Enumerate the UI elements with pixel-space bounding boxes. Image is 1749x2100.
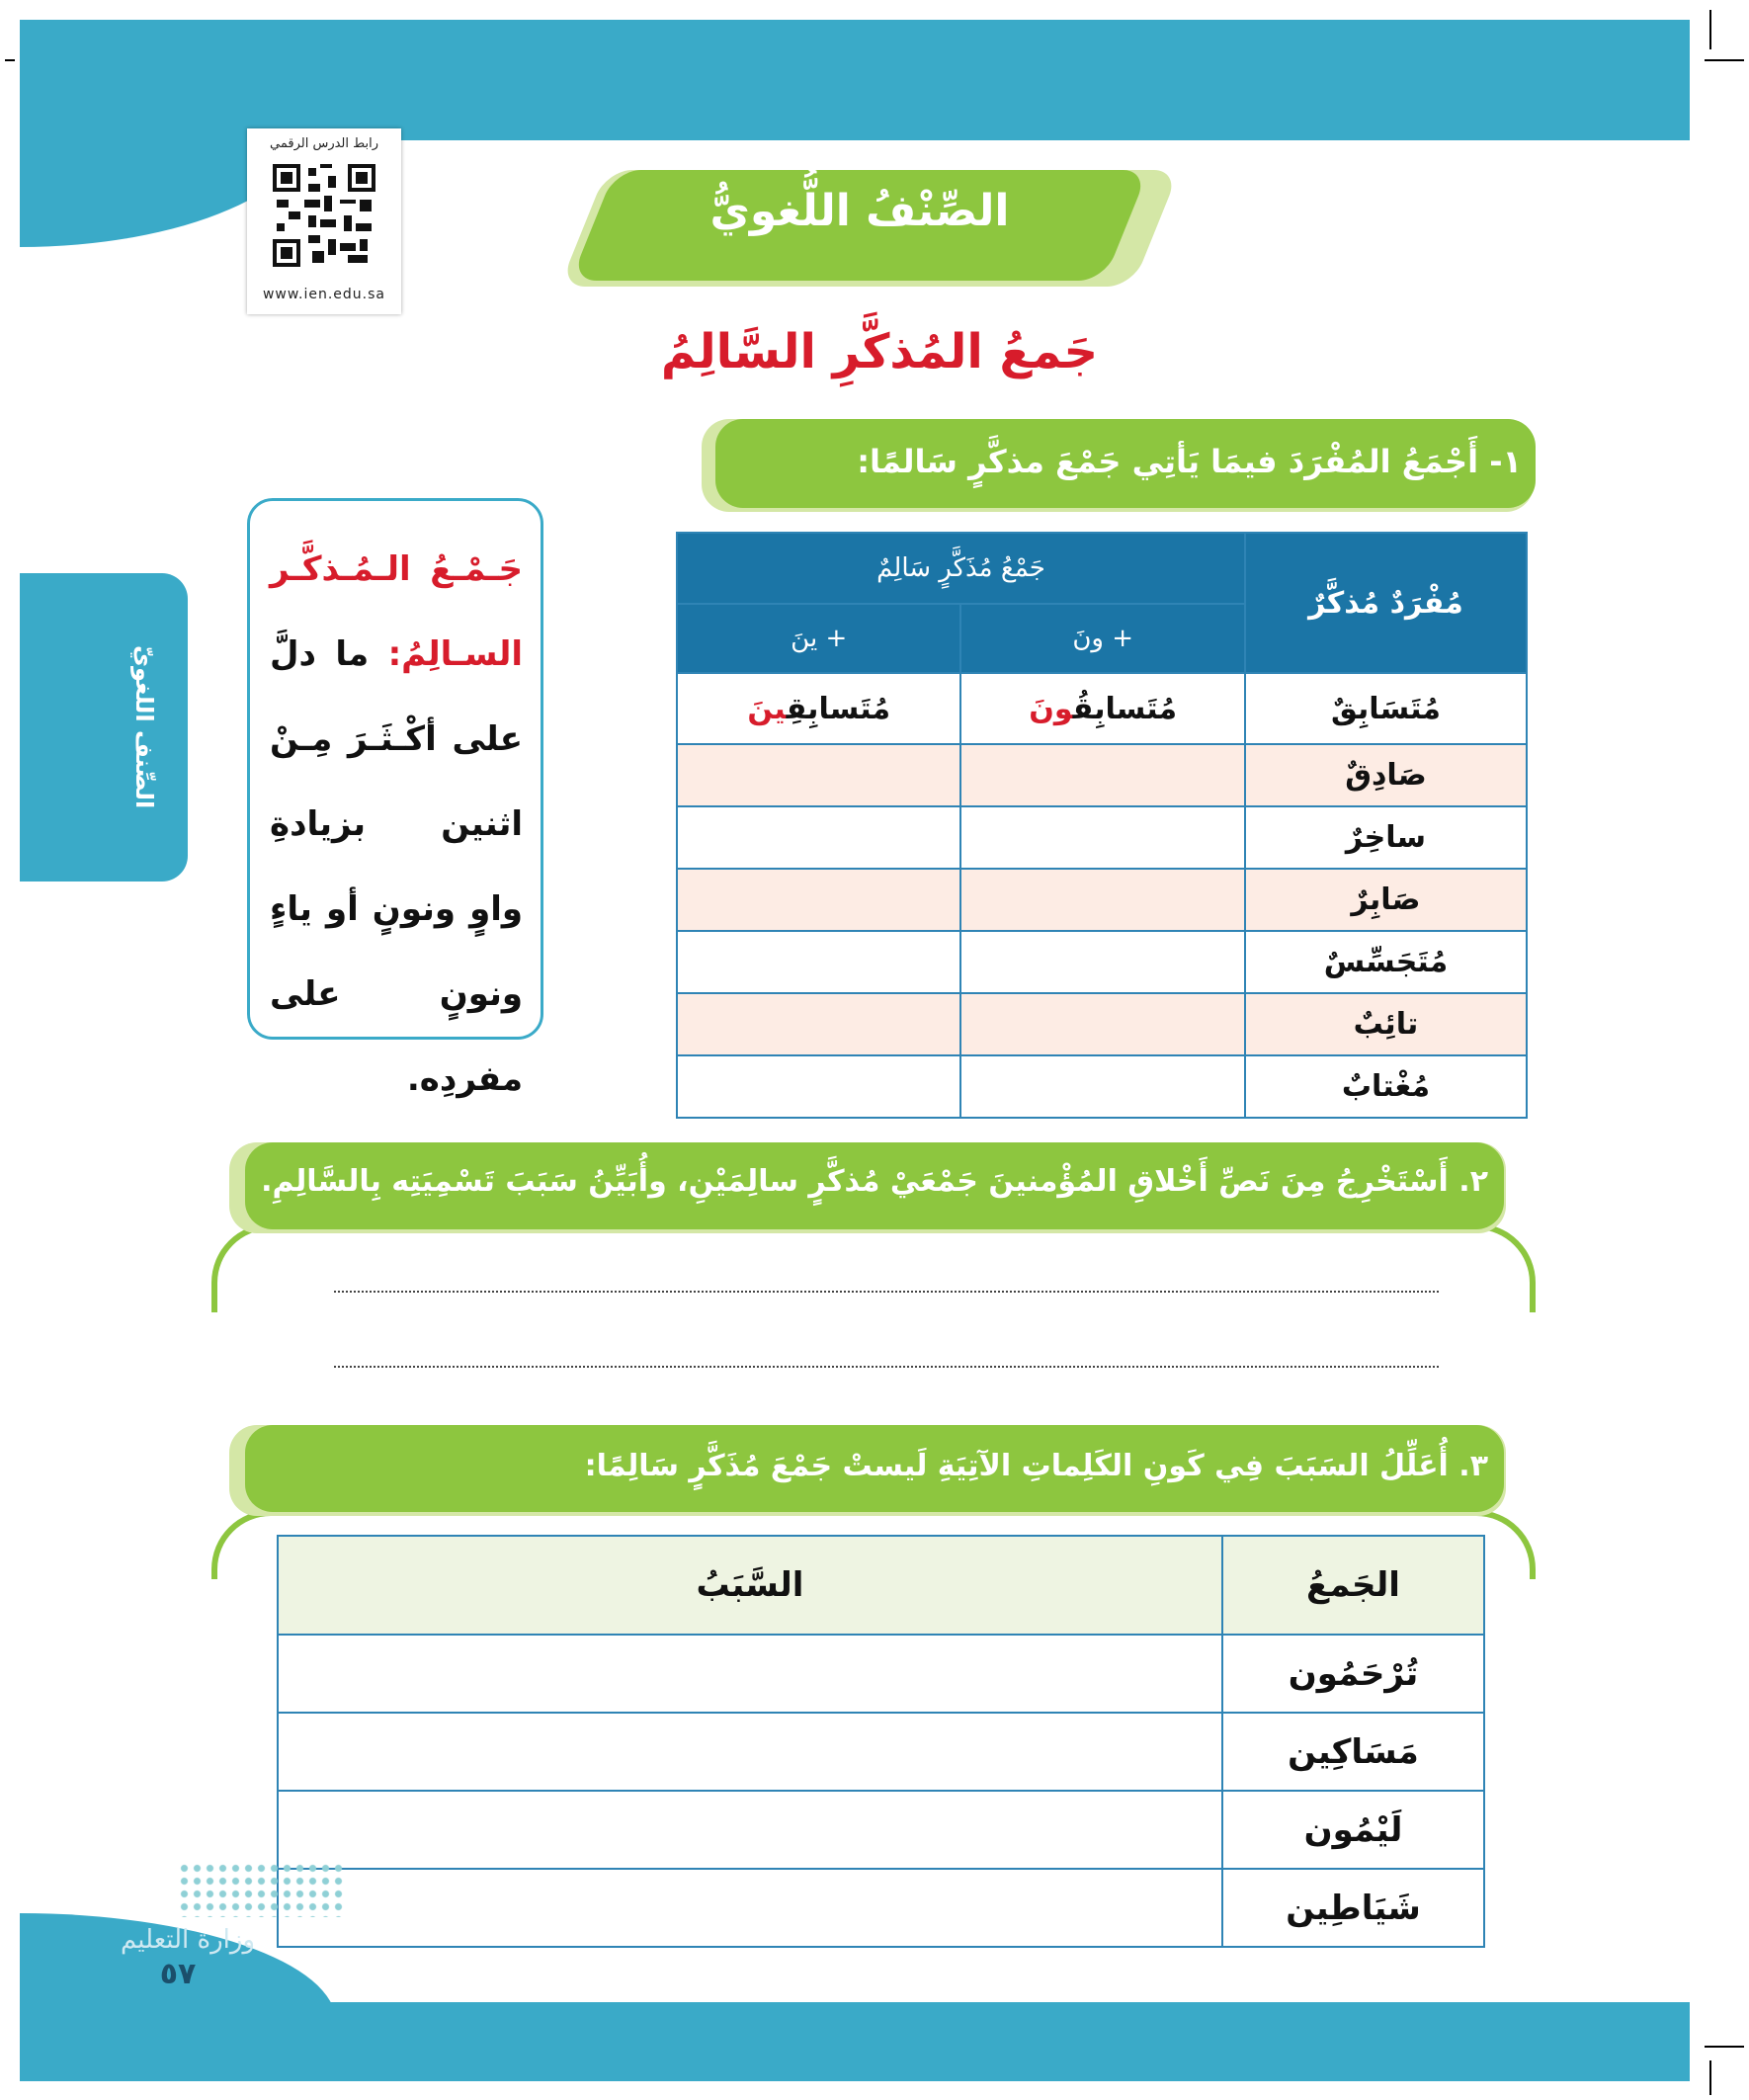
crop-mark bbox=[1709, 2060, 1711, 2095]
reason-cell[interactable] bbox=[278, 1869, 1222, 1947]
reason-cell[interactable] bbox=[278, 1635, 1222, 1713]
answer-waw-cell[interactable] bbox=[960, 744, 1245, 806]
plural-word-cell: لَيْمُون bbox=[1222, 1791, 1484, 1869]
answer-ya-cell[interactable] bbox=[677, 993, 960, 1055]
header-singular: مُفْرَدٌ مُذكَّرٌ bbox=[1245, 533, 1527, 673]
crop-mark bbox=[1705, 59, 1744, 61]
example-ya-plural bbox=[677, 673, 960, 744]
answer-line[interactable] bbox=[334, 1291, 1439, 1293]
plural-word-cell: تُرْحَمُون bbox=[1222, 1635, 1484, 1713]
answer-ya-cell[interactable] bbox=[677, 931, 960, 993]
example-waw-stem: مُتَسابِقُ bbox=[1072, 691, 1178, 726]
example-ya-stem: مُتَسابِقِ bbox=[786, 691, 891, 726]
answer-ya-cell[interactable] bbox=[677, 869, 960, 931]
qr-code-icon bbox=[273, 164, 375, 267]
question-2-text: ٢. أَسْتَخْرِجُ مِنَ نَصِّ أَخْلاقِ المُؤْمنينَ جَمْعَيْ مُذكَّرٍ سالِمَيْنِ، وأُبَيِّنُ سَبَبَ تَسْمِيَتِه بِالسَّالِمِ. bbox=[261, 1164, 1488, 1199]
reason-cell[interactable] bbox=[278, 1791, 1222, 1869]
singular-cell: تائِبٌ bbox=[1245, 993, 1527, 1055]
answer-waw-cell[interactable] bbox=[960, 993, 1245, 1055]
answer-waw-cell[interactable] bbox=[960, 869, 1245, 931]
header-reason: السَّبَبُ bbox=[278, 1536, 1222, 1635]
question-1-text: ١- أَجْمَعُ المُفْرَدَ فيمَا يَأتِي جَمْعَ مذكَّرٍ سَالمًا: bbox=[857, 443, 1522, 480]
singular-cell: ساخِرٌ bbox=[1245, 806, 1527, 869]
page-title: الصِّنْفُ اللُّغويُّ bbox=[709, 186, 1010, 236]
answer-line[interactable] bbox=[334, 1366, 1439, 1368]
qr-card[interactable] bbox=[247, 128, 401, 314]
example-waw-plural bbox=[960, 673, 1245, 744]
reason-table bbox=[277, 1535, 1485, 1948]
answer-ya-cell[interactable] bbox=[677, 806, 960, 869]
definition-box bbox=[247, 498, 543, 1099]
ministry-text: وزارة التعليم bbox=[120, 1925, 256, 1955]
header-plural-word: الجَمعُ bbox=[1222, 1536, 1484, 1635]
side-tab bbox=[20, 573, 188, 882]
answer-ya-cell[interactable] bbox=[677, 1055, 960, 1118]
answer-waw-cell[interactable] bbox=[960, 806, 1245, 869]
qr-caption: رابط الدرس الرقمي bbox=[270, 136, 378, 151]
answer-waw-cell[interactable] bbox=[960, 931, 1245, 993]
question-3-text: ٣. أُعَلِّلُ السَبَبَ فِي كَونِ الكَلِماتِ الآتِيَةِ لَيستْ جَمْعَ مُذَكَّرٍ سَالِمًا: bbox=[584, 1449, 1488, 1483]
definition-term: جَـمْـعُ الـمُـذكَّـر السـالِمُ: bbox=[270, 549, 524, 674]
example-singular: مُتَسَابِقٌ bbox=[1245, 673, 1527, 744]
page-number: ٥٧ bbox=[159, 1957, 197, 1991]
lesson-title: جَمعُ المُذكَّرِ السَّالِمُ bbox=[660, 324, 1099, 379]
singular-cell: صَابِرٌ bbox=[1245, 869, 1527, 931]
definition-body: ما دلَّ على أكْـثَـرَ مِـنْ اثنين بزيادةِ واوٍ ونونٍ أو ياءٍ ونونٍ على مفردِه. bbox=[270, 634, 523, 1099]
reason-cell[interactable] bbox=[278, 1713, 1222, 1791]
singular-cell: صَادِقٌ bbox=[1245, 744, 1527, 806]
side-tab-label: الصِّنف اللغويّ bbox=[130, 645, 158, 809]
header-waw: + ونَ bbox=[960, 604, 1245, 673]
header-ya: + ينَ bbox=[677, 604, 960, 673]
question-2-frame bbox=[211, 1223, 1536, 1312]
crop-mark bbox=[1705, 2046, 1744, 2048]
singular-cell: مُتَجَسِّسٌ bbox=[1245, 931, 1527, 993]
ministry-logo-icon bbox=[178, 1862, 346, 1917]
singular-cell: مُغْتابٌ bbox=[1245, 1055, 1527, 1118]
qr-url[interactable]: www.ien.edu.sa bbox=[262, 287, 386, 302]
answer-waw-cell[interactable] bbox=[960, 1055, 1245, 1118]
definition-text bbox=[270, 527, 523, 1122]
header-plural: جَمْعُ مُذَكَّرٍ سَالِمٌ bbox=[677, 533, 1245, 604]
crop-mark bbox=[1709, 10, 1711, 49]
answer-ya-cell[interactable] bbox=[677, 744, 960, 806]
plural-word-cell: شَيَاطِين bbox=[1222, 1869, 1484, 1947]
plural-word-cell: مَسَاكِين bbox=[1222, 1713, 1484, 1791]
crop-mark bbox=[5, 59, 15, 61]
plural-table bbox=[676, 532, 1528, 1119]
example-waw-suffix: ونَ bbox=[1029, 691, 1073, 726]
example-ya-suffix: ينَ bbox=[747, 691, 787, 726]
